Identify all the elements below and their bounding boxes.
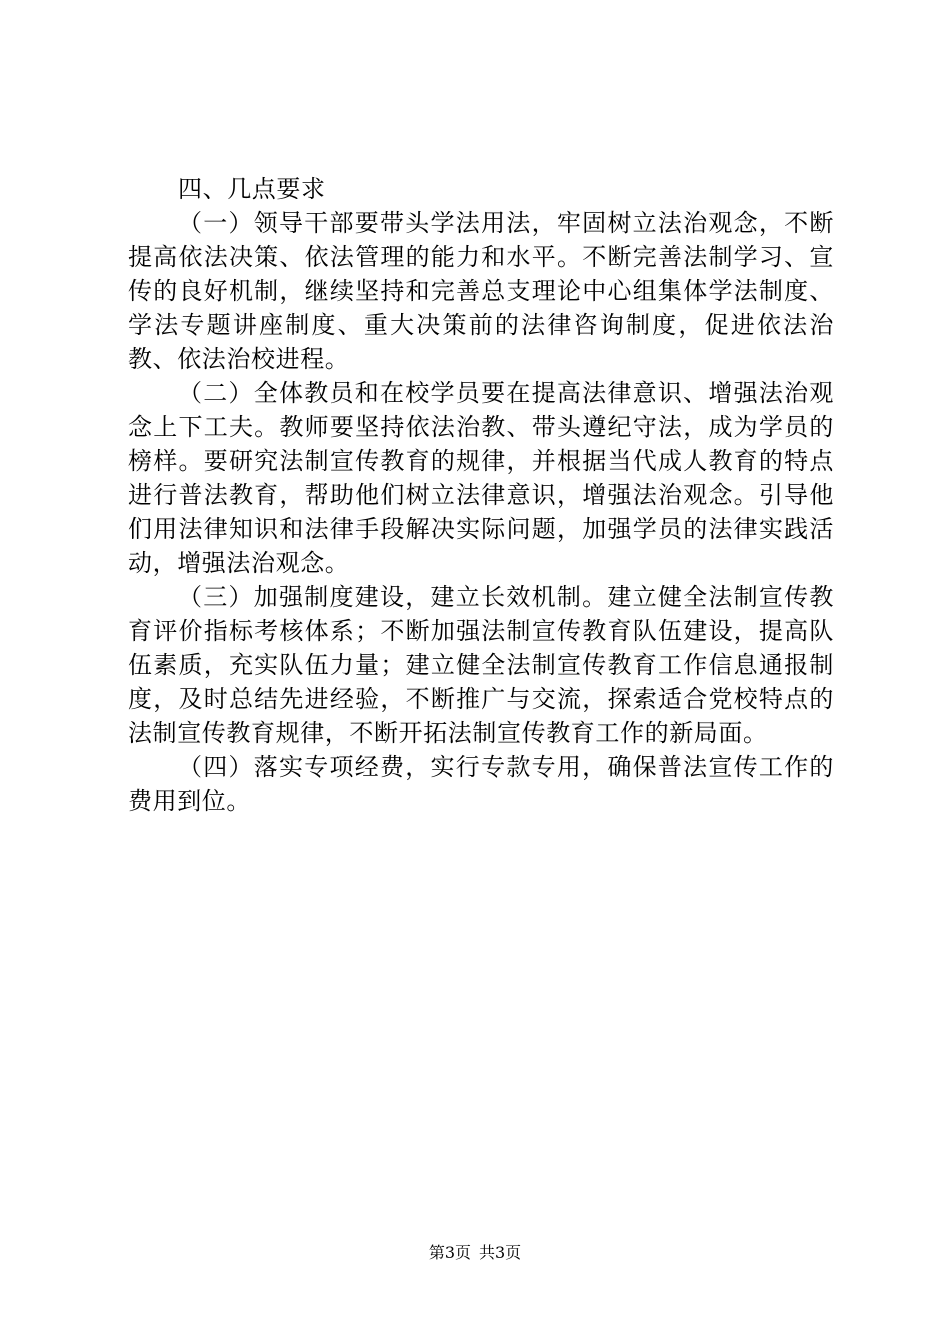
paragraph-4: （四）落实专项经费，实行专款专用，确保普法宣传工作的费用到位。 (128, 753, 834, 815)
paragraph-3: （三）加强制度建设，建立长效机制。建立健全法制宣传教育评价指标考核体系；不断加强法制宣传教育队伍建设，提高队伍素质，充实队伍力量；建立健全法制宣传教育工作信息通报制度，及时总结先进经验，不断推广与交流，探索适合党校特点的法制宣传教育规律，不断开拓法制宣传教育工作的新局面。 (128, 583, 834, 747)
document-body (128, 172, 834, 818)
page-number-current: 第3页 (428, 1243, 471, 1262)
paragraph-2: （二）全体教员和在校学员要在提高法律意识、增强法治观念上下工夫。教师要坚持依法治教、带头遵纪守法，成为学员的榜样。要研究法制宣传教育的规律，并根据当代成人教育的特点进行普法教育，帮助他们树立法律意识，增强法治观念。引导他们用法律知识和法律手段解决实际问题，加强学员的法律实践活动，增强法治观念。 (128, 379, 834, 577)
section-heading: 四、几点要求 (178, 175, 326, 203)
page-number-total: 共3页 (479, 1243, 522, 1262)
paragraph-1: （一）领导干部要带头学法用法，牢固树立法治观念，不断提高依法决策、依法管理的能力和水平。不断完善法制学习、宣传的良好机制，继续坚持和完善总支理论中心组集体学法制度、学法专题讲座制度、重大决策前的法律咨询制度，促进依法治教、依法治校进程。 (128, 209, 834, 373)
page-footer (0, 1243, 950, 1263)
